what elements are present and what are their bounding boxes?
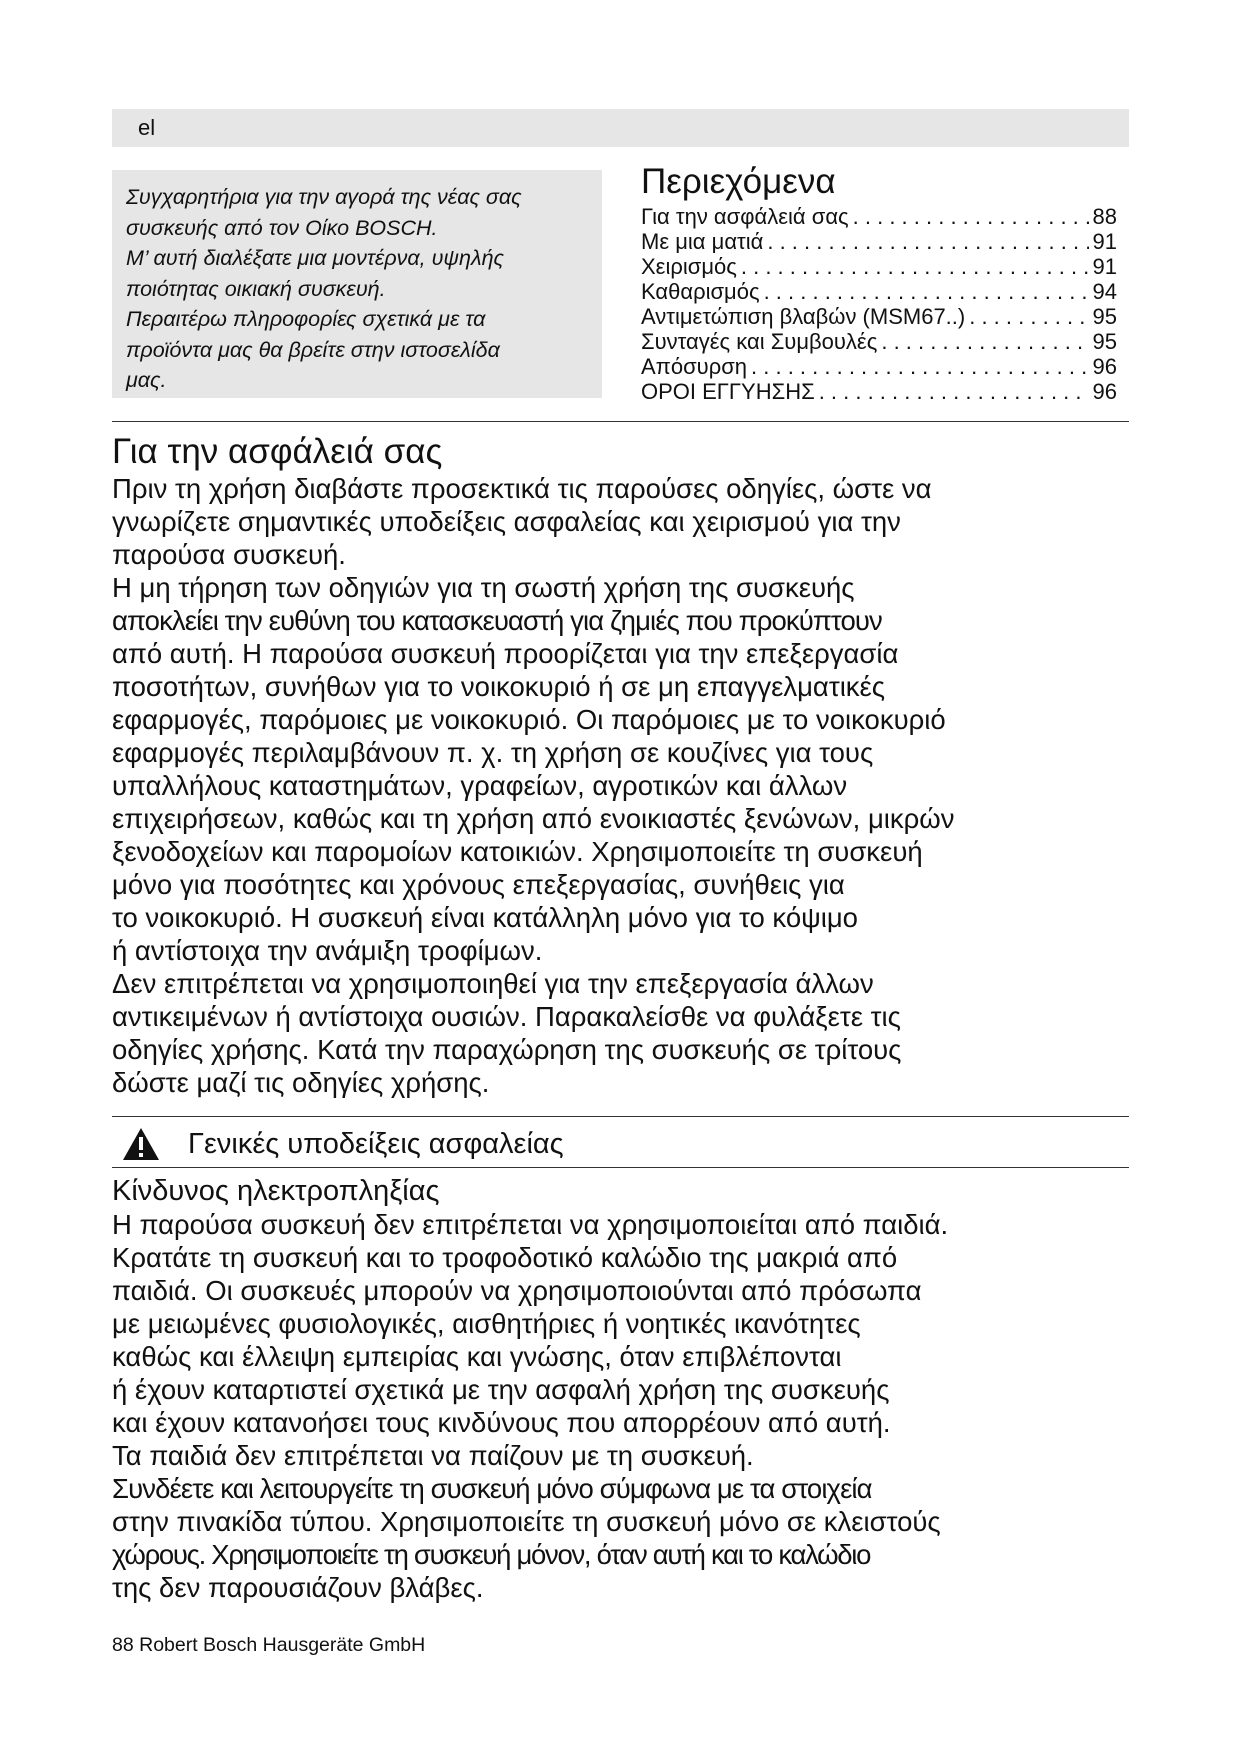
toc-item-label: Απόσυρση <box>641 354 748 379</box>
intro-line: προϊόντα μας θα βρείτε στην ιστοσελίδα <box>126 337 500 362</box>
toc-item-page: 91 <box>1092 254 1117 279</box>
safety-lead-line: Πριν τη χρήση διαβάστε προσεκτικά τις παρούσες οδηγίες, ώστε να <box>112 473 932 504</box>
electric-body-line: παιδιά. Οι συσκευές μπορούν να χρησιμοποιούνται από πρόσωπα <box>112 1275 922 1306</box>
electric-shock-section <box>112 1174 1152 1604</box>
electric-body-line: ή έχουν καταρτιστεί σχετικά με την ασφαλή χρήση της συσκευής <box>112 1374 890 1405</box>
language-bar <box>112 109 1129 147</box>
electric-body-line: χώρους. Χρησιμοποιείτε τη συσκευή μόνον, όταν αυτή και το καλώδιο <box>112 1539 871 1570</box>
safety-body-line: αντικειμένων ή αντίστοιχα ουσιών. Παρακαλείσθε να φυλάξετε τις <box>112 1001 901 1032</box>
page-footer: 88 Robert Bosch Hausgeräte GmbH <box>112 1634 426 1656</box>
intro-line: Συγχαρητήρια για την αγορά της νέας σας <box>126 185 522 209</box>
toc-leader <box>764 279 1089 304</box>
toc-item[interactable] <box>641 229 1117 254</box>
electric-body-line: Κρατάτε τη συσκευή και το τροφοδοτικό καλώδιο της μακριά από <box>112 1242 898 1273</box>
toc-item-page: 95 <box>1092 304 1117 329</box>
safety-body-line: εφαρμογές, παρόμοιες με νοικοκυριό. Οι παρόμοιες με το νοικοκυριό <box>112 704 946 735</box>
toc-leader <box>969 304 1088 329</box>
toc-item-label: Καθαρισμός <box>641 279 760 304</box>
toc-item-page: 95 <box>1092 329 1117 354</box>
safety-body-line: μόνο για ποσότητες και χρόνους επεξεργασίας, συνήθεις για <box>112 869 845 900</box>
safety-lead-line: γνωρίζετε σημαντικές υποδείξεις ασφαλείας και χειρισμού για την <box>112 506 901 537</box>
general-safety-title: Γενικές υποδείξεις ασφαλείας <box>188 1128 564 1160</box>
toc-item-page: 96 <box>1092 379 1117 404</box>
divider <box>112 421 1129 422</box>
intro-line: συσκευής από τον Οίκο BOSCH. <box>126 215 438 240</box>
divider <box>112 1167 1129 1168</box>
toc-item[interactable] <box>641 354 1117 379</box>
intro-line: ποιότητας οικιακή συσκευή. <box>126 276 386 301</box>
safety-body-line: αποκλείει την ευθύνη του κατασκευαστή για ζημιές που προκύπτουν <box>112 605 882 636</box>
toc-item[interactable] <box>641 279 1117 304</box>
safety-body-line: επιχειρήσεων, καθώς και τη χρήση από ενοικιαστές ξενώνων, μικρών <box>112 803 955 834</box>
intro-box <box>112 170 602 398</box>
safety-body-line: οδηγίες χρήσης. Κατά την παραχώρηση της συσκευής σε τρίτους <box>112 1034 902 1065</box>
safety-body-line: δώστε μαζί τις οδηγίες χρήσης. <box>112 1067 490 1098</box>
toc-item-page: 88 <box>1092 204 1117 229</box>
electric-body-line: Τα παιδιά δεν επιτρέπεται να παίζουν με τη συσκευή. <box>112 1440 754 1471</box>
toc-title: Περιεχόμενα <box>641 162 836 201</box>
toc-item-label: Συνταγές και Συμβουλές <box>641 329 878 354</box>
intro-line: Περαιτέρω πληροφορίες σχετικά με τα <box>126 307 486 331</box>
safety-section <box>112 432 1142 1099</box>
safety-body-line: από αυτή. Η παρούσα συσκευή προορίζεται για την επεξεργασία <box>112 638 899 669</box>
electric-body-line: με μειωμένες φυσιολογικές, αισθητήριες ή νοητικές ικανότητες <box>112 1308 861 1339</box>
toc-leader <box>767 229 1088 254</box>
toc-item[interactable] <box>641 204 1117 229</box>
toc-item-label: Αντιμετώπιση βλαβών (MSM67..) <box>641 304 966 329</box>
electric-body-line: της δεν παρουσιάζουν βλάβες. <box>112 1572 484 1603</box>
toc-item-label: Για την ασφάλειά σας <box>641 204 849 229</box>
toc-item[interactable] <box>641 304 1117 329</box>
intro-line: μας. <box>126 368 167 392</box>
toc-item-page: 96 <box>1092 354 1117 379</box>
divider <box>112 1116 1129 1117</box>
electric-body-line: και έχουν κατανοήσει τους κινδύνους που απορρέουν από αυτή. <box>112 1407 891 1438</box>
toc-item-label: ΟΡΟΙ ΕΓΓΥΗΣΗΣ <box>641 379 815 404</box>
safety-title: Για την ασφάλειά σας <box>112 432 443 471</box>
safety-body-line: ποσοτήτων, συνήθων για το νοικοκυριό ή σε μη επαγγελματικές <box>112 671 886 702</box>
language-code: el <box>138 115 156 140</box>
electric-body-line: στην πινακίδα τύπου. Χρησιμοποιείτε τη συσκευή μόνο σε κλειστούς <box>112 1506 941 1537</box>
toc-leader <box>881 329 1088 354</box>
electric-body-line: καθώς και έλλειψη εμπειρίας και γνώσης, όταν επιβλέπονται <box>112 1341 842 1372</box>
electric-body-line: Συνδέετε και λειτουργείτε τη συσκευή μόνο σύμφωνα με τα στοιχεία <box>112 1473 872 1504</box>
toc-item[interactable] <box>641 329 1117 354</box>
toc-leader <box>819 379 1089 404</box>
toc-leader <box>741 254 1089 279</box>
intro-line: Μ’ αυτή διαλέξατε μια μοντέρνα, υψηλής <box>126 246 504 270</box>
toc-item-page: 91 <box>1092 229 1117 254</box>
toc-item-page: 94 <box>1092 279 1117 304</box>
electric-body-line: Η παρούσα συσκευή δεν επιτρέπεται να χρησιμοποιείται από παιδιά. <box>112 1209 949 1240</box>
warning-triangle-icon <box>122 1127 160 1161</box>
toc-item[interactable] <box>641 379 1117 404</box>
toc-item[interactable] <box>641 254 1117 279</box>
toc-leader <box>751 354 1088 379</box>
electric-shock-title: Κίνδυνος ηλεκτροπληξίας <box>112 1175 440 1207</box>
safety-lead-line: παρούσα συσκευή. <box>112 539 346 570</box>
safety-body-line: ή αντίστοιχα την ανάμιξη τροφίμων. <box>112 935 543 966</box>
table-of-contents <box>641 160 1117 404</box>
toc-leader <box>853 204 1089 229</box>
safety-body-line: το νοικοκυριό. Η συσκευή είναι κατάλληλη μόνο για το κόψιμο <box>112 902 858 933</box>
safety-body-line: Η μη τήρηση των οδηγιών για τη σωστή χρήση της συσκευής <box>112 572 855 603</box>
safety-body-line: Δεν επιτρέπεται να χρησιμοποιηθεί για την επεξεργασία άλλων <box>112 968 874 999</box>
safety-body-line: ξενοδοχείων και παρομοίων κατοικιών. Χρησιμοποιείτε τη συσκευή <box>112 836 923 867</box>
toc-item-label: Χειρισμός <box>641 254 737 279</box>
safety-body-line: υπαλλήλους καταστημάτων, γραφείων, αγροτικών και άλλων <box>112 770 848 801</box>
safety-body-line: εφαρμογές περιλαμβάνουν π. χ. τη χρήση σε κουζίνες για τους <box>112 737 874 768</box>
general-safety-heading <box>112 1124 1142 1164</box>
toc-item-label: Με μια ματιά <box>641 229 764 254</box>
